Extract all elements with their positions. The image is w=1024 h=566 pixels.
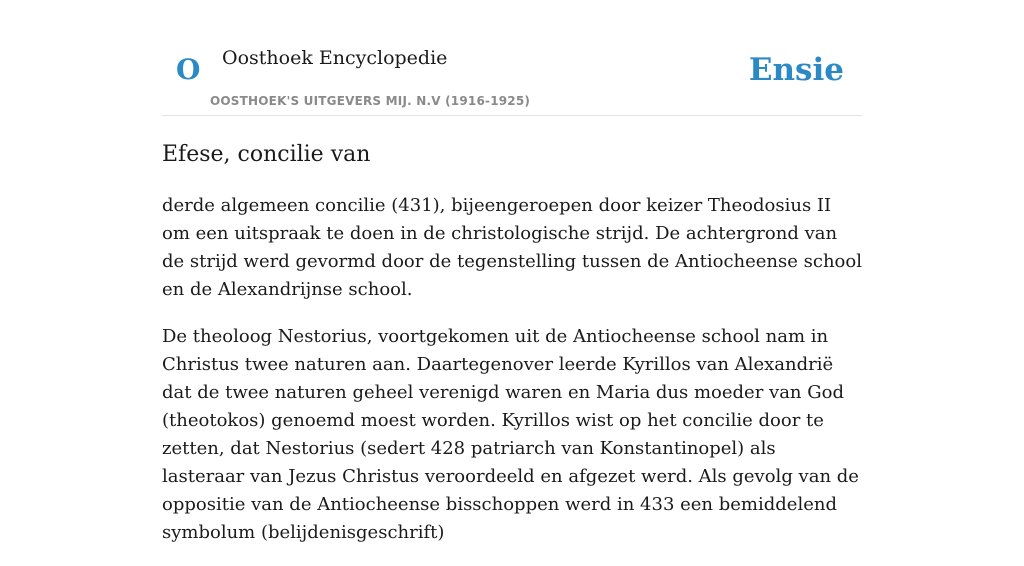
article-title: Efese, concilie van xyxy=(162,142,371,167)
article-body xyxy=(162,192,862,566)
article-paragraph: derde algemeen concilie (431), bijeengeroepen door keizer Theodosius II om een uitspraak te doen in de christologische strijd. De achtergrond van de strijd werd gevormd door de tegenstelling tussen de Antiocheense school en de Alexandrijnse school. xyxy=(162,195,862,300)
brand-logo[interactable]: Ensie xyxy=(748,52,844,88)
site-subtitle: OOSTHOEK'S UITGEVERS MIJ. N.V (1916-1925) xyxy=(210,94,531,108)
site-title[interactable]: Oosthoek Encyclopedie xyxy=(222,47,448,69)
site-header xyxy=(162,0,862,116)
site-logo[interactable]: O xyxy=(176,53,201,86)
article-paragraph: De theoloog Nestorius, voortgekomen uit de Antiocheense school nam in Christus twee naturen aan. Daartegenover leerde Kyrillos van Alexandrië dat de twee naturen geheel verenigd waren en Maria dus moeder van God (theotokos) genoemd moest worden. Kyrillos wist op het concilie door te zetten, dat Nestorius (sedert 428 patriarch van Konstantinopel) als lasteraar van Jezus Christus veroordeeld en afgezet werd. Als gevolg van de oppositie van de Antiocheense bisschoppen werd in 433 een bemiddelend symbolum (belijdenisgeschrift) xyxy=(162,326,859,543)
